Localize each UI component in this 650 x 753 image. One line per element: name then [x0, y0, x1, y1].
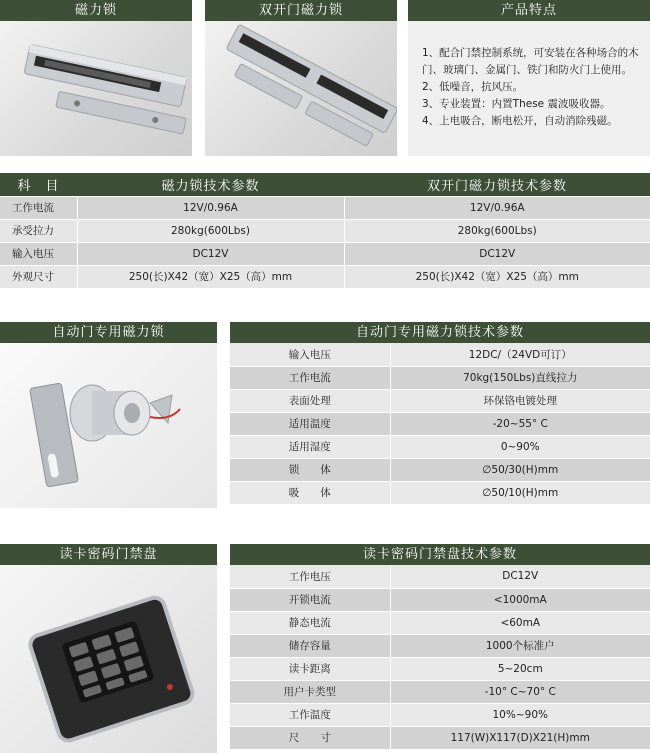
table-row: [0, 242, 650, 265]
feature-item-1: 1、配合门禁控制系统，可安装在各种场合的木门、玻璃门、金属门、铁门和防火门上使用。: [422, 47, 639, 76]
mag-lock-image: [0, 21, 192, 156]
table-row: [230, 726, 650, 749]
table-row: [230, 657, 650, 680]
auto-lock-photo: [0, 343, 217, 508]
spec-label: 工作电流: [0, 196, 77, 219]
spec-value: 1000个标准户: [390, 634, 650, 657]
spec-value: 280kg(600Lbs): [77, 219, 344, 242]
double-lock-image: [205, 21, 397, 156]
reader-photo: [0, 565, 217, 753]
spec-value: 12V/0.96A: [77, 196, 344, 219]
table-row: [230, 634, 650, 657]
spec-label: 外观尺寸: [0, 265, 77, 288]
spec-value: DC12V: [77, 242, 344, 265]
spec-value: -10° C~70° C: [390, 680, 650, 703]
spec-value: -20~55° C: [390, 412, 650, 435]
spec-value: 70kg(150Lbs)直线拉力: [390, 366, 650, 389]
spec-value: ∅50/10(H)mm: [390, 481, 650, 504]
table-row: [0, 219, 650, 242]
spec-value: 环保铬电镀处理: [390, 389, 650, 412]
table-row: [230, 389, 650, 412]
reader-spec-title: 读卡密码门禁盘技术参数: [230, 544, 650, 565]
reader-image: [0, 565, 217, 753]
spec-value: 117(W)X117(D)X21(H)mm: [390, 726, 650, 749]
spec-label: 输入电压: [0, 242, 77, 265]
spec-label: 锁 体: [230, 458, 390, 481]
table-row: [230, 366, 650, 389]
features-panel: [408, 21, 650, 156]
auto-spec-title: 自动门专用磁力锁技术参数: [230, 322, 650, 343]
auto-spec-table: [230, 343, 650, 505]
table-row: [0, 196, 650, 219]
spec-col-double-lock: 双开门磁力锁技术参数: [344, 173, 650, 196]
spec-label: 读卡距离: [230, 657, 390, 680]
table-row: [230, 458, 650, 481]
spec-value: 250(长)X42（宽）X25（高）mm: [344, 265, 650, 288]
spec-label: 工作温度: [230, 703, 390, 726]
spec-label: 表面处理: [230, 389, 390, 412]
spec-label: 吸 体: [230, 481, 390, 504]
spec-value: 12V/0.96A: [344, 196, 650, 219]
double-lock-title: 双开门磁力锁: [205, 0, 397, 21]
feature-item-3: 3、专业装置：内置These 震波吸收器。: [422, 98, 611, 110]
table-row: [230, 565, 650, 588]
double-lock-photo: [205, 21, 397, 156]
lock-spec-table: [0, 173, 650, 289]
spec-value: 280kg(600Lbs): [344, 219, 650, 242]
spec-value: ∅50/30(H)mm: [390, 458, 650, 481]
spec-label: 适用温度: [230, 412, 390, 435]
table-row: [230, 588, 650, 611]
mag-lock-photo: [0, 21, 192, 156]
table-row: [230, 481, 650, 504]
table-row: [230, 343, 650, 366]
spec-label: 尺 寸: [230, 726, 390, 749]
auto-lock-image: [0, 343, 217, 508]
reader-title: 读卡密码门禁盘: [0, 544, 217, 565]
spec-value: 250(长)X42（宽）X25（高）mm: [77, 265, 344, 288]
table-row: [230, 412, 650, 435]
spec-label: 适用湿度: [230, 435, 390, 458]
spec-label: 开锁电流: [230, 588, 390, 611]
spec-label: 承受拉力: [0, 219, 77, 242]
spec-label: 工作电流: [230, 366, 390, 389]
spec-col-subject: 科 目: [0, 173, 77, 196]
spec-value: 0~90%: [390, 435, 650, 458]
spec-value: 5~20cm: [390, 657, 650, 680]
spec-value: DC12V: [390, 565, 650, 588]
feature-item-4: 4、上电吸合，断电松开，自动消除残磁。: [422, 115, 618, 127]
spec-label: 静态电流: [230, 611, 390, 634]
table-row: [0, 265, 650, 288]
spec-col-mag-lock: 磁力锁技术参数: [77, 173, 344, 196]
spec-label: 输入电压: [230, 343, 390, 366]
features-title: 产品特点: [408, 0, 650, 21]
reader-spec-table: [230, 565, 650, 750]
table-row: [230, 611, 650, 634]
spec-label: 工作电压: [230, 565, 390, 588]
spec-label: 用户卡类型: [230, 680, 390, 703]
spec-value: 10%~90%: [390, 703, 650, 726]
auto-lock-title: 自动门专用磁力锁: [0, 322, 217, 343]
table-row: [230, 435, 650, 458]
table-row: [230, 703, 650, 726]
spec-label: 储存容量: [230, 634, 390, 657]
spec-value: DC12V: [344, 242, 650, 265]
spec-value: 12DC/（24VD可订）: [390, 343, 650, 366]
spec-value: <1000mA: [390, 588, 650, 611]
table-row: [230, 680, 650, 703]
feature-item-2: 2、低噪音，抗风压。: [422, 81, 524, 93]
mag-lock-title: 磁力锁: [0, 0, 192, 21]
spec-value: <60mA: [390, 611, 650, 634]
